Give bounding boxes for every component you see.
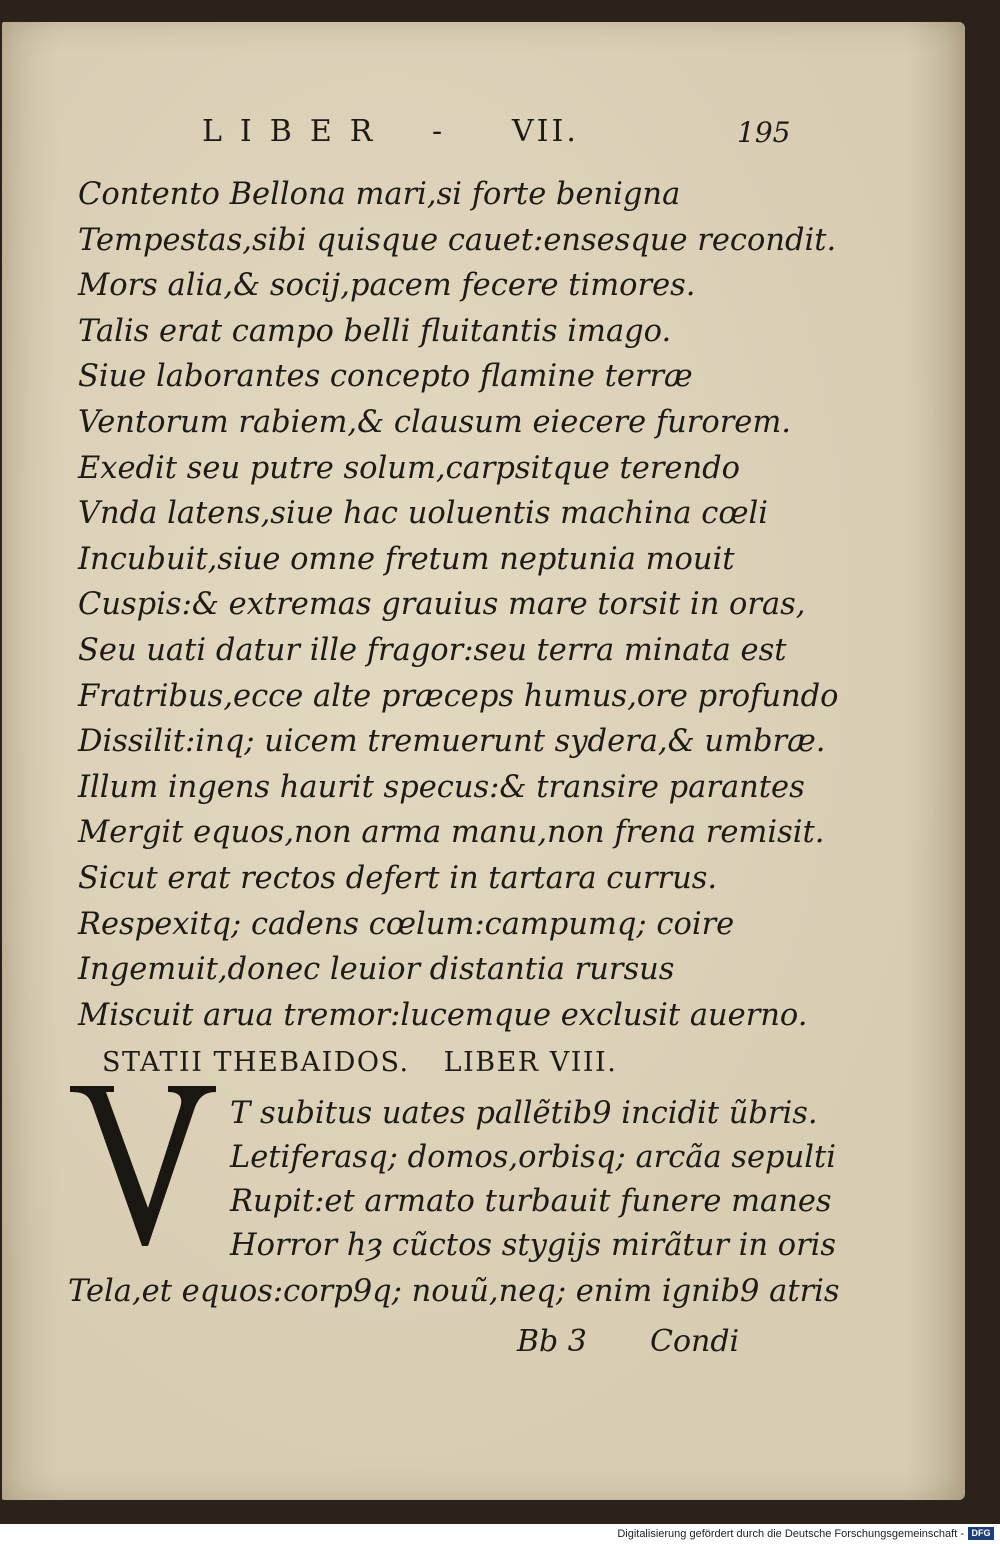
verse-line: Ventorum rabiem,& clausum eiecere furorem. [78, 404, 791, 440]
verse-line: Miscuit arua tremor:lucemque exclusit auerno. [78, 997, 808, 1033]
signature-mark: Bb 3 [517, 1324, 587, 1359]
catchword: Condi [650, 1324, 740, 1359]
running-header [202, 114, 822, 154]
verse-line: Talis erat campo belli fluitantis imago. [78, 313, 672, 349]
verse-block-book-viii [230, 1092, 837, 1268]
verse-line: Mergit equos,non arma manu,non frena remisit. [78, 815, 825, 851]
dfg-logo: DFG [968, 1527, 994, 1540]
verse-line: Cuspis:& extremas grauius mare torsit in oras, [78, 587, 806, 623]
verse-line: Vnda latens,siue hac uoluentis machina cœli [78, 496, 769, 532]
book-title-number: LIBER VIII. [443, 1047, 618, 1078]
verse-block [78, 172, 839, 1038]
verse-line: Contento Bellona mari,si forte benigna [78, 177, 681, 212]
verse-line: Siue laborantes concepto flamine terræ [78, 359, 693, 395]
drop-cap-initial [68, 1080, 218, 1250]
verse-line: Horror hȝ cũctos stygijs mirãtur in oris [230, 1228, 837, 1263]
verse-line: Seu uati datur ille fragor:seu terra minata est [78, 632, 787, 668]
verse-line: Sicut erat rectos defert in tartara currus. [78, 860, 718, 896]
book-page [2, 22, 965, 1500]
header-liber: LIBER [202, 114, 391, 149]
page-number: 195 [737, 116, 791, 149]
verse-line: Rupit:et armato turbauit funere manes [230, 1184, 832, 1219]
verse-line: Illum ingens haurit specus:& transire parantes [78, 769, 805, 805]
verse-line: Letiferasq; domos,orbisq; arcãa sepulti [230, 1140, 836, 1175]
verse-line: Mors alia,& socij,pacem fecere timores. [78, 268, 696, 304]
verse-line: T subitus uates pallẽtib9 incidit ũbris. [230, 1096, 818, 1131]
header-book-number: VII. [512, 114, 579, 149]
verse-line: Ingemuit,donec leuior distantia rursus [78, 952, 675, 988]
book-title [102, 1047, 742, 1078]
verse-line: Exedit seu putre solum,carpsitque terendo [78, 450, 740, 486]
verse-line: Fratribus,ecce alte præceps humus,ore profundo [78, 678, 839, 714]
verse-line: Incubuit,siue omne fretum neptunia mouit [78, 541, 735, 577]
header-dash: - [432, 114, 443, 149]
verse-line: Tempestas,sibi quisque cauet:ensesque recondit. [78, 222, 837, 258]
verse-line: Tela,et equos:corp9q; nouũ,neq; enim ignib9 atris [68, 1274, 840, 1309]
book-title-author: STATII THEBAIDOS. [102, 1047, 410, 1078]
verse-line: Respexitq; cadens cœlum:campumq; coire [78, 906, 735, 942]
verse-line: Dissilit:inq; uicem tremuerunt sydera,& umbræ. [78, 724, 826, 760]
funding-credit: Digitalisierung gefördert durch die Deutsche Forschungsgemeinschaft - [617, 1528, 964, 1540]
